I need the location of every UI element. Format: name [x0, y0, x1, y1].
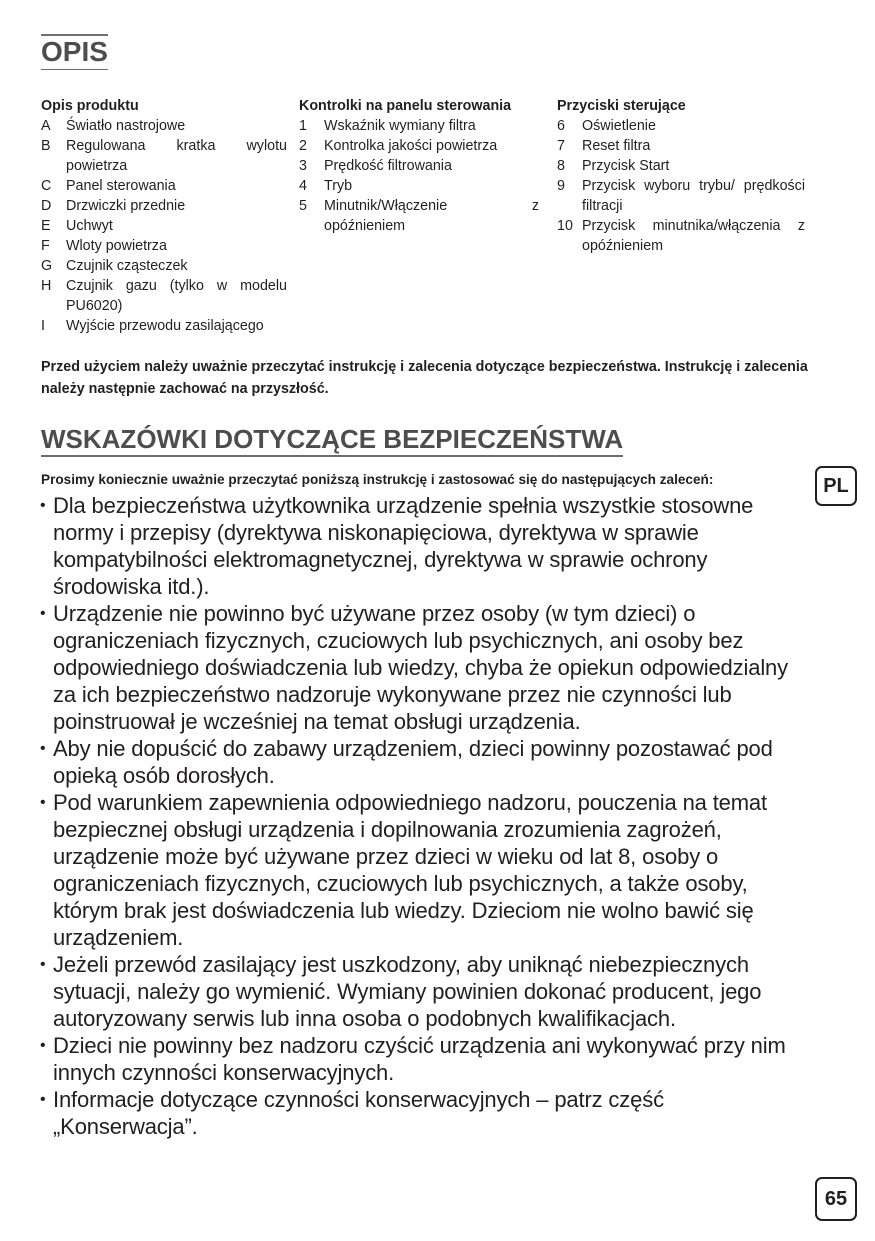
- list-item: [41, 176, 287, 196]
- list-item: [41, 116, 287, 136]
- page-number: 65: [815, 1177, 857, 1221]
- control-buttons-title: Przyciski sterujące: [557, 98, 686, 114]
- list-item: [41, 196, 287, 216]
- list-item-key: 3: [299, 158, 307, 174]
- list-item-key: 7: [557, 138, 565, 154]
- list-item-text: Tryb: [324, 178, 353, 194]
- bullet-dot-icon: •: [40, 794, 46, 811]
- list-item-text: Uchwyt: [66, 218, 113, 234]
- list-item-key: 10: [557, 218, 573, 234]
- list-item-text: Wyjście przewodu zasilającego: [66, 318, 264, 334]
- safety-heading-text: WSKAZÓWKI DOTYCZĄCE BEZPIECZEŃSTWA: [41, 424, 624, 454]
- list-item-text: Wskaźnik wymiany filtra: [324, 118, 476, 134]
- safety-bullet-text: Pod warunkiem zapewnienia odpowiedniego nadzoru, pouczenia na temat bezpiecznej obsługi urządzenia i dopilnowania zrozumienia zagrożeń, urządzenie może być używane przez dzieci w wieku od lat 8, osoby o ograniczeniach fizycznych, czuciowych lub psychicznych, a także osoby, którym brak jest doświadczenia lub wiedzy. Dzieciom nie wolno bawić się urządzeniem.: [53, 790, 767, 950]
- list-item-key: C: [41, 178, 52, 194]
- opis-heading-text: OPIS: [41, 35, 108, 67]
- list-item: [557, 136, 805, 156]
- safety-bullet-text: Jeżeli przewód zasilający jest uszkodzony, aby uniknąć niebezpiecznych sytuacji, należy go wymienić. Wymiany powinien dokonać producent, jego autoryzowany serwis lub inna osoba o podobnych kwalifikacjach.: [53, 952, 762, 1031]
- list-item-key: 5: [299, 198, 307, 214]
- list-item-text: Drzwiczki przednie: [66, 198, 186, 214]
- safety-intro: Prosimy koniecznie uważnie przeczytać poniższą instrukcję i zastosować się do następujących zaleceń:: [41, 472, 714, 487]
- product-parts-list: [41, 116, 287, 336]
- bullet-dot-icon: •: [40, 956, 46, 973]
- control-buttons-column: [557, 96, 805, 256]
- bullet-dot-icon: •: [40, 605, 46, 622]
- list-item-text: Regulowana kratka wylotu powietrza: [66, 138, 287, 174]
- safety-bullet: [40, 600, 810, 735]
- bullet-dot-icon: •: [40, 497, 46, 514]
- list-item: [41, 236, 287, 256]
- instructions-intro: Przed użyciem należy uważnie przeczytać instrukcję i zalecenia dotyczące bezpieczeństwa. Instrukcję i zalecenia należy następnie zachować na przyszłość.: [41, 359, 808, 397]
- safety-bullet-text: Aby nie dopuścić do zabawy urządzeniem, dzieci powinny pozostawać pod opieką osób dorosłych.: [53, 736, 773, 788]
- safety-bullet-list: [40, 492, 810, 1140]
- heading-underline: [41, 455, 623, 457]
- heading-underline: [41, 69, 108, 71]
- list-item-key: 9: [557, 178, 565, 194]
- opis-heading: [41, 34, 108, 70]
- list-item: [41, 276, 287, 316]
- safety-bullet: [40, 1086, 810, 1140]
- list-item-text: Reset filtra: [582, 138, 651, 154]
- safety-bullet: [40, 789, 810, 951]
- safety-bullet-text: Urządzenie nie powinno być używane przez osoby (w tym dzieci) o ograniczeniach fizycznych, czuciowych lub psychicznych, ani osoby bez odpowiedniego doświadczenia lub wiedzy, chyba że opiekun odpowiedzialny za ich bezpieczeństwo nadzoruje wykonywane przez nie czynności lub poinstruował je wcześniej na temat obsługi urządzenia.: [53, 601, 788, 734]
- control-buttons-list: [557, 116, 805, 256]
- list-item-key: F: [41, 238, 50, 254]
- list-item: [41, 256, 287, 276]
- safety-heading: [41, 426, 623, 457]
- list-item: [557, 216, 805, 256]
- list-item: [557, 176, 805, 216]
- list-item-key: 4: [299, 178, 307, 194]
- control-indicators-title: Kontrolki na panelu sterowania: [299, 98, 512, 114]
- safety-bullet: [40, 492, 810, 600]
- safety-bullet: [40, 951, 810, 1032]
- list-item-text: Panel sterowania: [66, 178, 176, 194]
- safety-bullet: [40, 1032, 810, 1086]
- safety-bullet-text: Dla bezpieczeństwa użytkownika urządzenie spełnia wszystkie stosowne normy i przepisy (dyrektywa niskonapięciowa, dyrektywa w sprawie kompatybilności elektromagnetycznej, dyrektywa w sprawie ochrony środowiska itd.).: [53, 493, 754, 599]
- product-description-title: Opis produktu: [41, 98, 139, 114]
- list-item-key: E: [41, 218, 51, 234]
- product-description-column: [41, 96, 287, 336]
- list-item-text: Czujnik cząsteczek: [66, 258, 188, 274]
- list-item: [299, 196, 539, 236]
- safety-bullet: [40, 735, 810, 789]
- list-item-key: A: [41, 118, 51, 134]
- list-item: [557, 156, 805, 176]
- list-item-key: D: [41, 198, 52, 214]
- list-item: [299, 156, 539, 176]
- control-indicators-list: [299, 116, 539, 236]
- list-item-key: 2: [299, 138, 307, 154]
- list-item: [299, 116, 539, 136]
- list-item-key: 1: [299, 118, 307, 134]
- list-item-key: 6: [557, 118, 565, 134]
- bullet-dot-icon: •: [40, 1037, 46, 1054]
- list-item-text: Światło nastrojowe: [66, 118, 186, 134]
- list-item: [299, 136, 539, 156]
- list-item-text: Przycisk wyboru trybu/ prędkości filtracji: [582, 178, 805, 214]
- list-item: [299, 176, 539, 196]
- list-item-key: H: [41, 278, 52, 294]
- control-indicators-column: [299, 96, 539, 236]
- list-item-text: Oświetlenie: [582, 118, 656, 134]
- list-item-text: Czujnik gazu (tylko w modelu PU6020): [66, 278, 287, 314]
- language-tab: PL: [815, 466, 857, 506]
- list-item-text: Przycisk minutnika/włączenia z opóźnieniem: [582, 218, 805, 254]
- list-item: [41, 316, 287, 336]
- list-item-key: B: [41, 138, 51, 154]
- list-item-text: Przycisk Start: [582, 158, 670, 174]
- bullet-dot-icon: •: [40, 1091, 46, 1108]
- list-item-key: I: [41, 318, 45, 334]
- list-item-text: Wloty powietrza: [66, 238, 167, 254]
- list-item: [41, 136, 287, 176]
- bullet-dot-icon: •: [40, 740, 46, 757]
- list-item-text: Prędkość filtrowania: [324, 158, 452, 174]
- list-item-text: Kontrolka jakości powietrza: [324, 138, 498, 154]
- safety-bullet-text: Informacje dotyczące czynności konserwacyjnych – patrz część „Konserwacja”.: [53, 1087, 664, 1139]
- safety-bullet-text: Dzieci nie powinny bez nadzoru czyścić urządzenia ani wykonywać przy nim innych czynności konserwacyjnych.: [53, 1033, 786, 1085]
- list-item-text: Minutnik/Włączenie z opóźnieniem: [324, 198, 539, 234]
- list-item: [557, 116, 805, 136]
- list-item-key: 8: [557, 158, 565, 174]
- list-item-key: G: [41, 258, 53, 274]
- list-item: [41, 216, 287, 236]
